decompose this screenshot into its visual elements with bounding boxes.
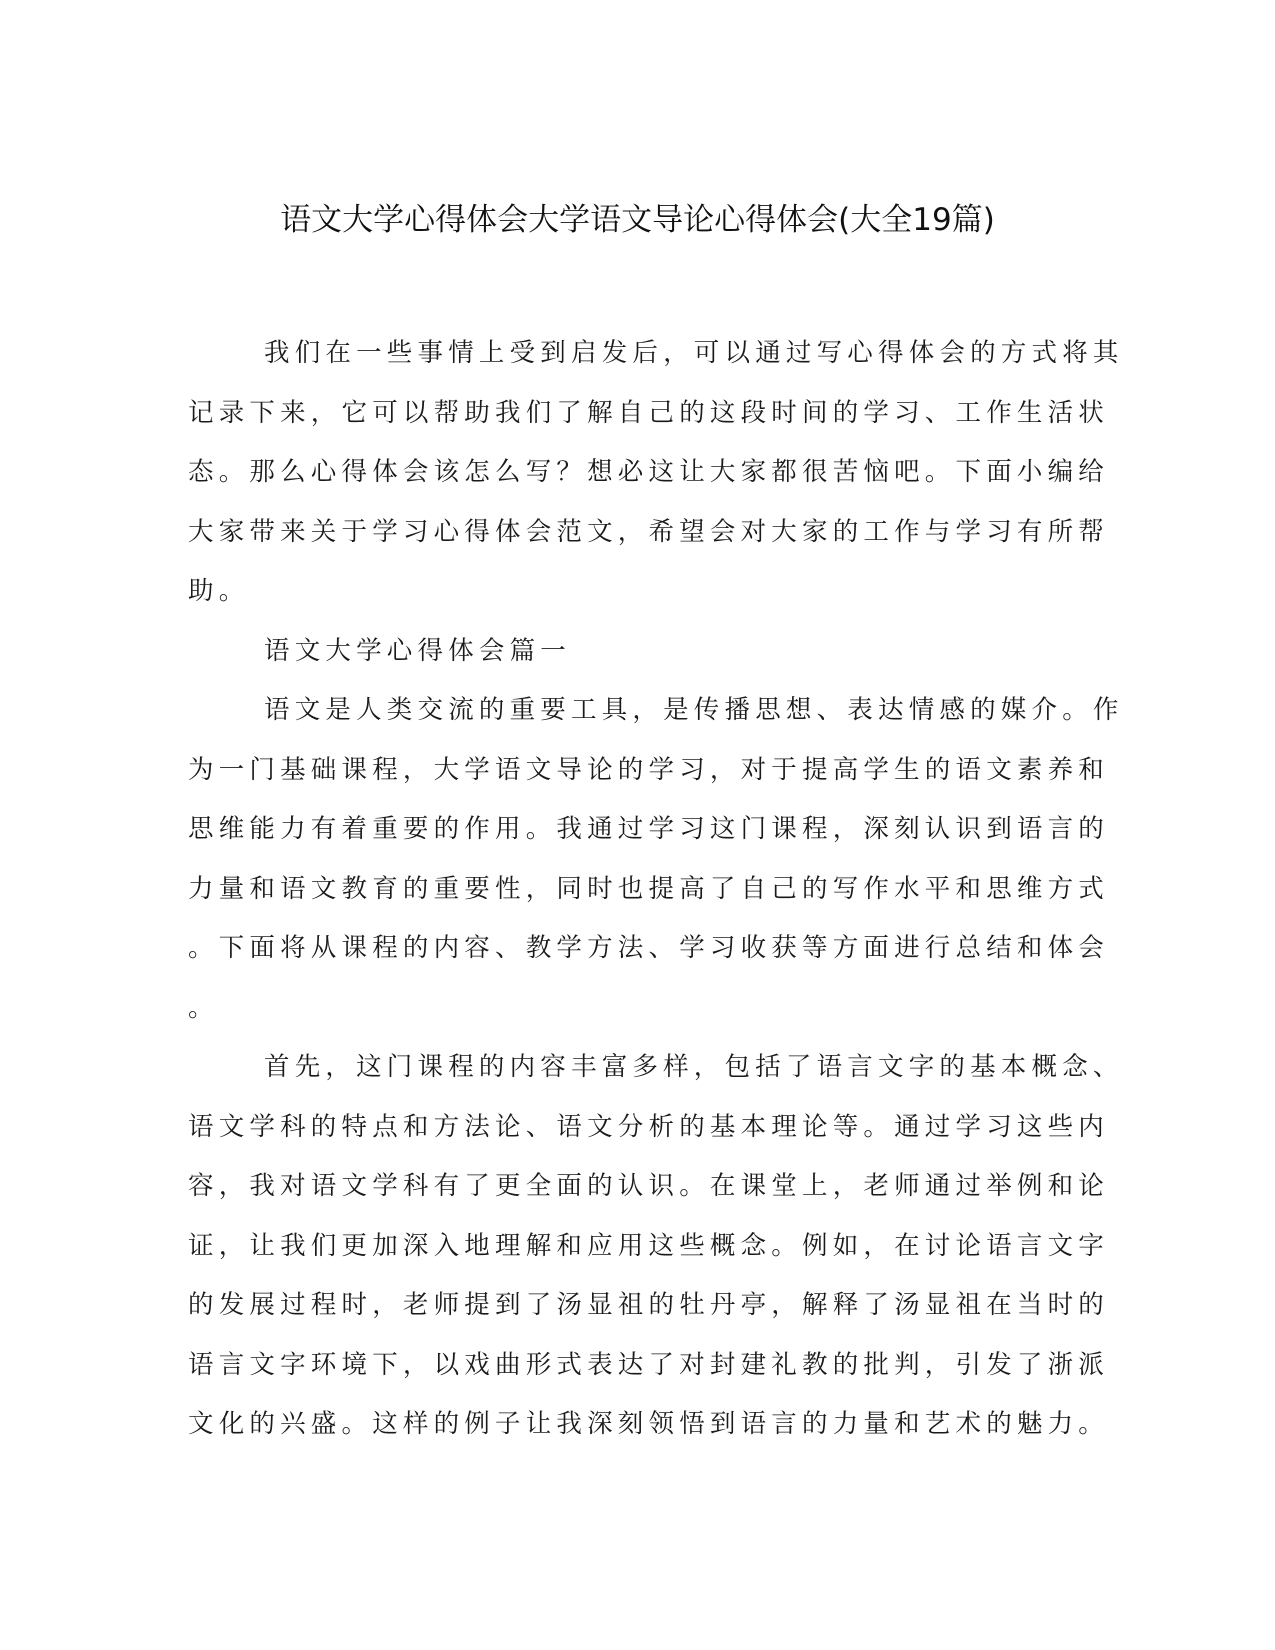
text-line: 。: [188, 992, 219, 1023]
text-line: 我们在一些事情上受到启发后，可以通过写心得体会的方式将其: [264, 338, 1124, 368]
paragraph-intro: [188, 324, 1124, 622]
text-line: 首先，这门课程的内容丰富多样，包括了语言文字的基本概念、: [264, 1052, 1124, 1082]
text-line: 语文大学心得体会篇一: [264, 635, 572, 666]
paragraph-2: [188, 1038, 1124, 1455]
section-heading: [188, 622, 1072, 682]
text-line: 为一门基础课程，大学语文导论的学习，对于提高学生的语文素养和: [188, 754, 1110, 785]
text-line: 助。: [188, 576, 250, 606]
text-line: 思维能力有着重要的作用。我通过学习这门课程，深刻认识到语言的: [188, 814, 1110, 844]
text-line: 态。那么心得体会该怎么写？想必这让大家都很苦恼吧。下面小编给: [188, 457, 1110, 487]
text-line: 大家带来关于学习心得体会范文，希望会对大家的工作与学习有所帮: [188, 516, 1110, 547]
text-line: 文化的兴盛。这样的例子让我深刻领悟到语言的力量和艺术的魅力。: [188, 1409, 1110, 1439]
text-line: 容，我对语文学科有了更全面的认识。在课堂上，老师通过举例和论: [188, 1171, 1110, 1201]
text-line: 。下面将从课程的内容、教学方法、学习收获等方面进行总结和体会: [188, 933, 1110, 963]
paragraph-1: [188, 681, 1124, 1038]
text-line: 语文学科的特点和方法论、语文分析的基本理论等。通过学习这些内: [188, 1111, 1110, 1142]
document-body: [188, 324, 1124, 1455]
text-line: 的发展过程时，老师提到了汤显祖的牡丹亭，解释了汤显祖在当时的: [188, 1290, 1110, 1320]
text-line: 语言文字环境下，以戏曲形式表达了对封建礼教的批判，引发了浙派: [188, 1349, 1110, 1380]
text-line: 证，让我们更加深入地理解和应用这些概念。例如，在讨论语言文字: [188, 1230, 1110, 1261]
document-title: 语文大学心得体会大学语文导论心得体会(大全19篇): [280, 202, 995, 238]
text-line: 语文是人类交流的重要工具，是传播思想、表达情感的媒介。作: [264, 695, 1124, 725]
text-line: 记录下来，它可以帮助我们了解自己的这段时间的学习、工作生活状: [188, 397, 1110, 428]
text-line: 力量和语文教育的重要性，同时也提高了自己的写作水平和思维方式: [188, 873, 1110, 904]
